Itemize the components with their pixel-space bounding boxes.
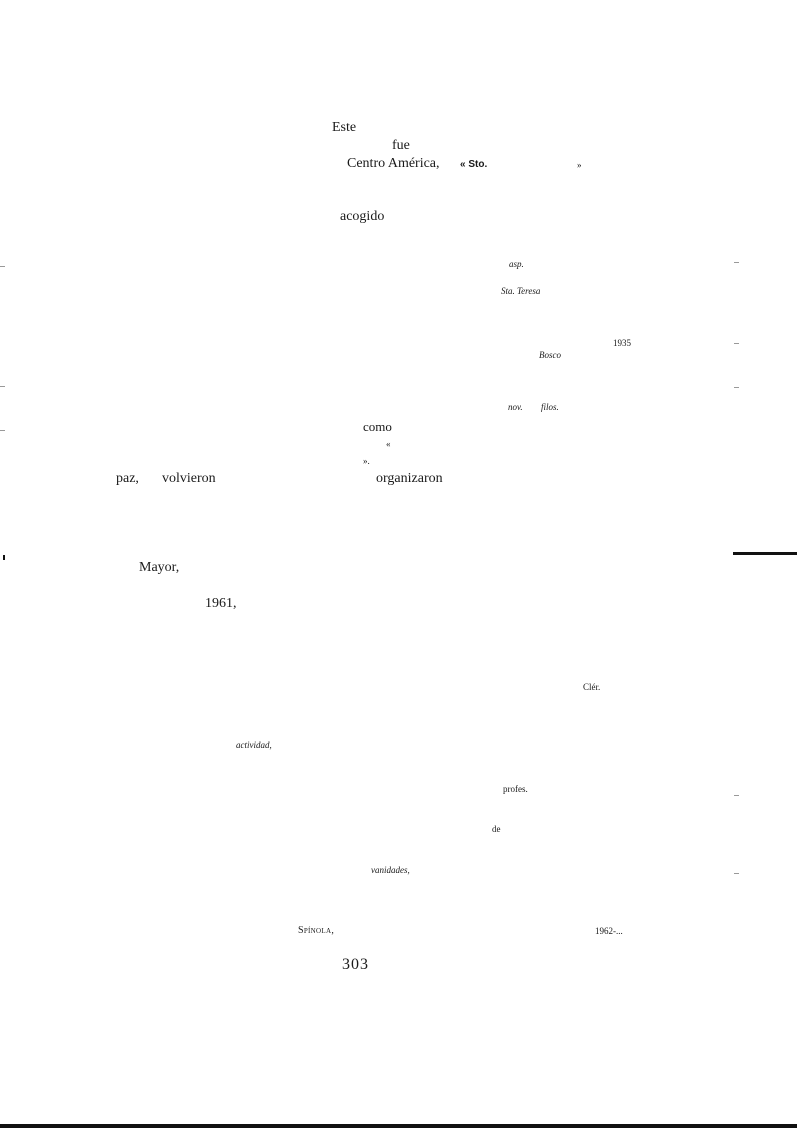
text-close-quote: »: [577, 160, 582, 170]
margin-rule: [733, 552, 797, 555]
text-bosco: Bosco: [539, 350, 561, 360]
text-mayor: Mayor,: [139, 560, 180, 575]
page-bottom-rule: [0, 1124, 797, 1128]
margin-tick: [0, 266, 5, 267]
text-como: como: [363, 419, 392, 434]
text-actividad: actividad,: [236, 740, 272, 750]
margin-tick: [734, 387, 739, 388]
margin-tick: [734, 873, 739, 874]
margin-tick: [0, 430, 5, 431]
margin-mark: [3, 555, 5, 560]
text-este: Este: [332, 120, 357, 135]
text-asp: asp.: [509, 259, 524, 269]
margin-tick: [734, 795, 739, 796]
text-paz: paz,: [116, 471, 139, 486]
text-organizaron: organizaron: [376, 471, 443, 486]
text-volvieron: volvieron: [162, 471, 216, 486]
text-vanidades: vanidades,: [371, 865, 410, 875]
text-acogido: acogido: [340, 209, 385, 224]
text-year-1961: 1961,: [205, 596, 237, 611]
text-open-quote: «: [386, 439, 391, 449]
text-sta-teresa: Sta. Teresa: [501, 286, 541, 296]
text-year-1935: 1935: [613, 338, 631, 348]
margin-tick: [734, 262, 739, 263]
text-spinola: Spínola,: [298, 925, 335, 936]
text-centro-america: Centro América,: [347, 156, 440, 171]
text-fue: fue: [392, 138, 410, 153]
text-year-1962: 1962-...: [595, 926, 623, 936]
text-close-quote-period: ».: [363, 456, 370, 466]
text-profes: profes.: [503, 784, 528, 794]
page-number: 303: [342, 956, 369, 973]
text-sto-quote: « Sto.: [460, 159, 488, 170]
margin-tick: [734, 343, 739, 344]
text-nov: nov.: [508, 402, 523, 412]
text-filos: filos.: [541, 402, 559, 412]
text-cler: Clér.: [583, 682, 601, 692]
text-de: de: [492, 824, 501, 834]
margin-tick: [0, 386, 5, 387]
